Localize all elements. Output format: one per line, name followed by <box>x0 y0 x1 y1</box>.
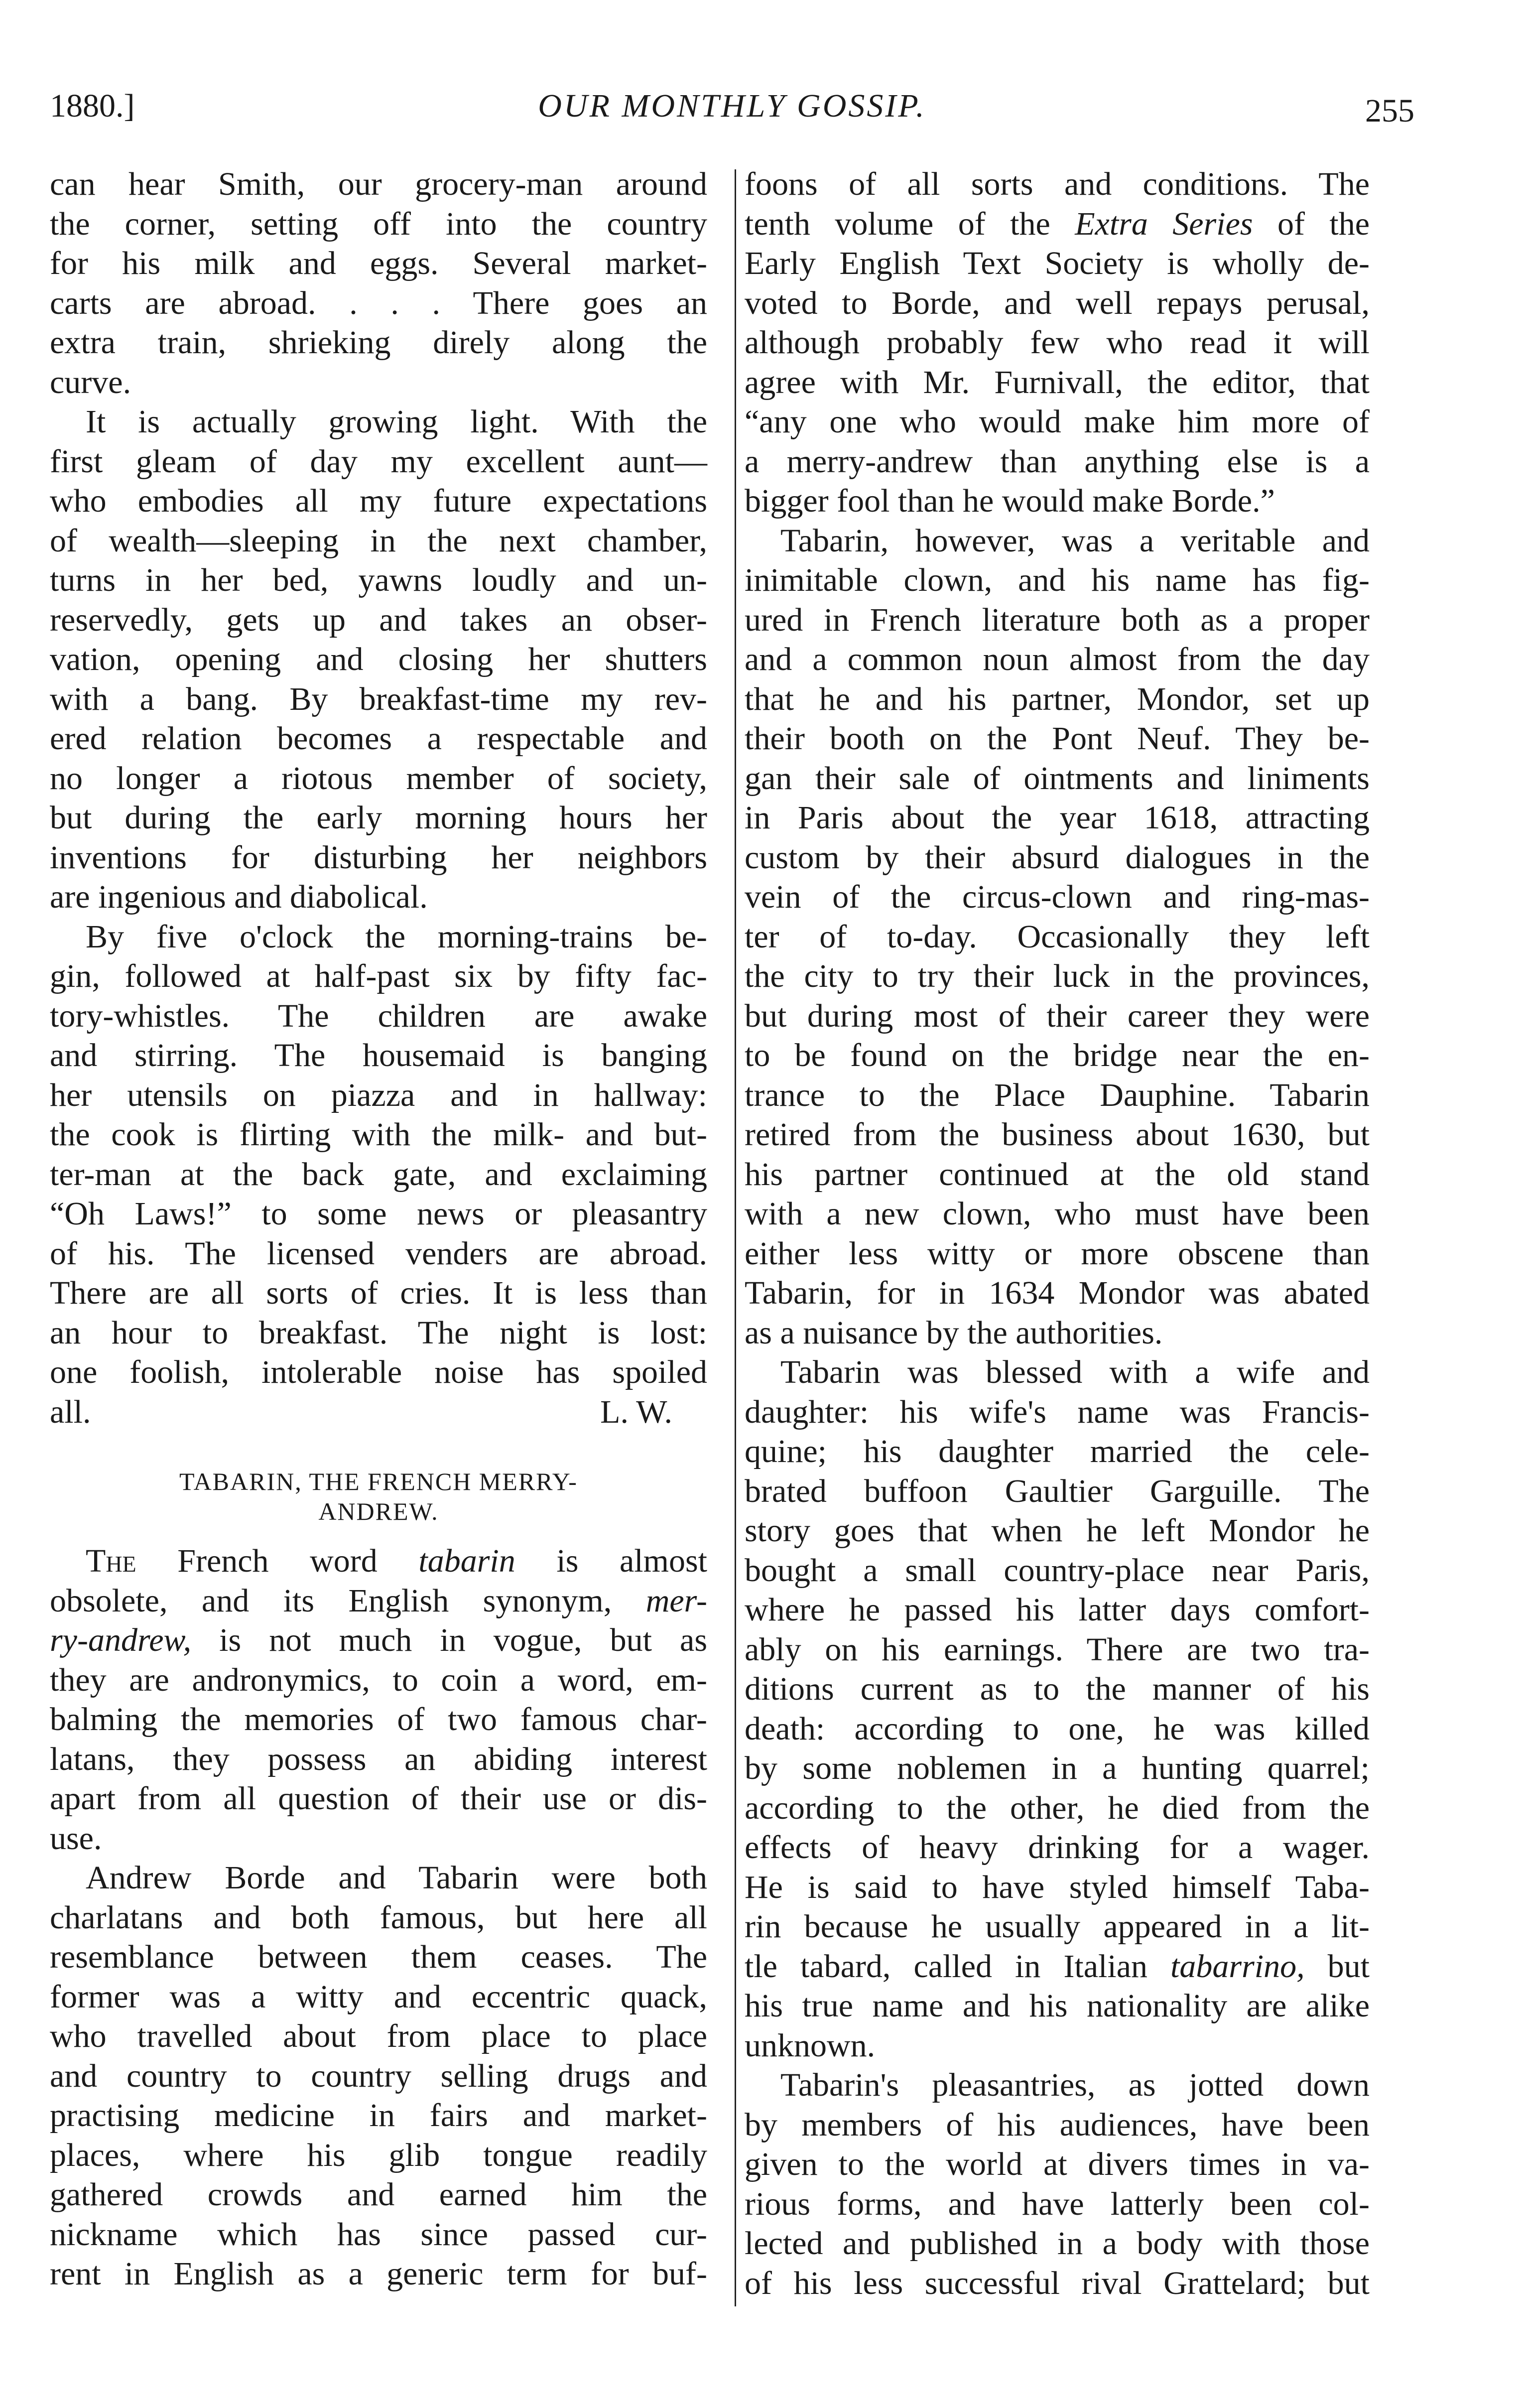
text-span: is almost <box>515 1543 708 1579</box>
paragraph <box>50 402 707 917</box>
text-line: but during the early morning hours her <box>50 800 707 836</box>
italic-word: tabarrino, <box>1170 1948 1305 1985</box>
text-line: nickname which has since passed cur- <box>50 2216 707 2253</box>
text-line: latans, they possess an abiding interest <box>50 1740 707 1777</box>
text-line: agree with Mr. Furnivall, the editor, that <box>745 364 1370 401</box>
italic-word: ry-andrew, <box>50 1622 192 1658</box>
text-line: can hear Smith, our grocery-man around <box>50 166 707 202</box>
text-line: voted to Borde, and well repays perusal, <box>745 284 1370 321</box>
text-line: trance to the Place Dauphine. Tabarin <box>745 1076 1370 1113</box>
text-line: the city to try their luck in the provinces, <box>745 958 1370 994</box>
text-line: by some noblemen in a hunting quarrel; <box>745 1750 1370 1786</box>
text-line: her utensils on piazza and in hallway: <box>50 1076 707 1113</box>
small-caps-word: The <box>86 1543 136 1579</box>
text-line: according to the other, he died from the <box>745 1789 1370 1826</box>
text-line: his true name and his nationality are alike <box>745 1988 1370 2024</box>
text-line: a merry-andrew than anything else is a <box>745 443 1370 480</box>
text-line: Tabarin's pleasantries, as jotted down <box>780 2067 1370 2103</box>
text-line: Early English Text Society is wholly de- <box>745 245 1370 281</box>
text-line: bigger fool than he would make Borde.” <box>745 483 1275 519</box>
text-line: ured in French literature both as a proper <box>745 601 1370 638</box>
text-line <box>745 1947 1370 1987</box>
paragraph <box>50 164 707 402</box>
text-line: rious forms, and have latterly been col- <box>745 2185 1370 2222</box>
text-line: reservedly, gets up and takes an obser- <box>50 601 707 638</box>
text-line: story goes that when he left Mondor he <box>745 1512 1370 1549</box>
text-line <box>50 1541 707 1581</box>
text-line: vein of the circus-clown and ring-mas- <box>745 879 1370 915</box>
text-span: French word <box>136 1543 419 1579</box>
text-line: the cook is flirting with the milk- and but- <box>50 1116 707 1153</box>
right-column <box>745 164 1370 2303</box>
paragraph <box>50 1858 707 2294</box>
text-line: curve. <box>50 364 131 401</box>
section-heading <box>50 1432 707 1541</box>
header-year: 1880.] <box>50 88 135 124</box>
text-line: turns in her bed, yawns loudly and un- <box>50 562 707 598</box>
text-line: of his less successful rival Grattelard; but <box>745 2265 1370 2301</box>
text-line: effects of heavy drinking for a wager. <box>745 1829 1370 1866</box>
text-line: There are all sorts of cries. It is less than <box>50 1275 707 1311</box>
signature: L. W. <box>600 1393 672 1430</box>
page-number: 255 <box>1365 93 1414 129</box>
paragraph <box>50 1541 707 1858</box>
text-line: the corner, setting off into the country <box>50 205 707 242</box>
text-line: and country to country selling drugs and <box>50 2057 707 2094</box>
text-span: but <box>1304 1948 1370 1985</box>
text-line: He is said to have styled himself Taba- <box>745 1869 1370 1905</box>
text-line: lected and published in a body with those <box>745 2225 1370 2262</box>
section-heading-line: ANDREW. <box>318 1497 439 1525</box>
text-line: no longer a riotous member of society, <box>50 760 707 797</box>
text-line: rin because he usually appeared in a lit- <box>745 1908 1370 1945</box>
text-line: who travelled about from place to place <box>50 2018 707 2054</box>
text-span: is not much in vogue, but as <box>191 1622 707 1658</box>
text-line: rent in English as a generic term for buf- <box>50 2256 707 2292</box>
text-line: balming the memories of two famous char- <box>50 1701 707 1738</box>
text-span: tenth volume of the <box>745 205 1075 242</box>
section-heading-line: TABARIN, THE FRENCH MERRY- <box>179 1468 578 1495</box>
text-line: “any one who would make him more of <box>745 403 1370 440</box>
header-title: OUR MONTHLY GOSSIP. <box>538 88 926 124</box>
text-line: given to the world at divers times in va- <box>745 2146 1370 2182</box>
text-line: daughter: his wife's name was Francis- <box>745 1393 1370 1430</box>
column-divider <box>735 169 736 2306</box>
paragraph <box>745 1352 1370 2065</box>
text-line: use. <box>50 1820 102 1857</box>
text-line: gin, followed at half-past six by fifty fac- <box>50 958 707 994</box>
text-line: and stirring. The housemaid is banging <box>50 1037 707 1073</box>
text-line: ditions current as to the manner of his <box>745 1671 1370 1707</box>
text-line: first gleam of day my excellent aunt— <box>50 443 707 480</box>
text-line: in Paris about the year 1618, attracting <box>745 800 1370 836</box>
text-line: where he passed his latter days comfort- <box>745 1592 1370 1628</box>
text-line <box>50 1581 707 1621</box>
text-line: resemblance between them ceases. The <box>50 1939 707 1975</box>
text-line: “Oh Laws!” to some news or pleasantry <box>50 1196 707 1232</box>
text-line: Tabarin was blessed with a wife and <box>780 1354 1370 1390</box>
text-line: that he and his partner, Mondor, set up <box>745 680 1370 717</box>
paragraph <box>745 164 1370 521</box>
text-line: are ingenious and diabolical. <box>50 879 428 915</box>
text-line: with a new clown, who must have been <box>745 1196 1370 1232</box>
text-line: practising medicine in fairs and market- <box>50 2097 707 2134</box>
text-line: although probably few who read it will <box>745 324 1370 361</box>
text-line: extra train, shrieking direly along the <box>50 324 707 361</box>
running-header <box>50 87 1414 132</box>
text-line: inimitable clown, and his name has fig- <box>745 562 1370 598</box>
text-line: with a bang. By breakfast-time my rev- <box>50 680 707 717</box>
text-line: It is actually growing light. With the <box>86 403 707 440</box>
text-line: custom by their absurd dialogues in the <box>745 839 1370 876</box>
text-line: gan their sale of ointments and liniments <box>745 760 1370 797</box>
text-line: tory-whistles. The children are awake <box>50 997 707 1034</box>
text-line: gathered crowds and earned him the <box>50 2176 707 2213</box>
text-line: Andrew Borde and Tabarin were both <box>86 1860 707 1896</box>
paragraph <box>50 917 707 1392</box>
text-line: quine; his daughter married the cele- <box>745 1433 1370 1470</box>
text-span: of the <box>1253 205 1370 242</box>
text-line: their booth on the Pont Neuf. They be- <box>745 720 1370 757</box>
text-line: one foolish, intolerable noise has spoiled <box>50 1354 707 1390</box>
text-line: and a common noun almost from the day <box>745 641 1370 677</box>
text-line: ter-man at the back gate, and exclaiming <box>50 1156 707 1193</box>
text-line: places, where his glib tongue readily <box>50 2137 707 2173</box>
text-line: foons of all sorts and conditions. The <box>745 166 1370 202</box>
text-line: charlatans and both famous, but here all <box>50 1899 707 1936</box>
text-line: By five o'clock the morning-trains be- <box>86 918 707 955</box>
text-line: his partner continued at the old stand <box>745 1156 1370 1193</box>
text-line: inventions for disturbing her neighbors <box>50 839 707 876</box>
text-line: vation, opening and closing her shutters <box>50 641 707 677</box>
text-line: retired from the business about 1630, but <box>745 1116 1370 1153</box>
text-line: but during most of their career they were <box>745 997 1370 1034</box>
text-line: Tabarin, however, was a veritable and <box>780 522 1370 559</box>
text-line: for his milk and eggs. Several market- <box>50 245 707 281</box>
paragraph <box>745 521 1370 1353</box>
italic-phrase: Extra Series <box>1075 205 1253 242</box>
text-line: who embodies all my future expectations <box>50 483 707 519</box>
text-line: an hour to breakfast. The night is lost: <box>50 1314 707 1351</box>
text-span: obsolete, and its English synonym, <box>50 1582 646 1619</box>
text-line: death: according to one, he was killed <box>745 1710 1370 1747</box>
text-line: of his. The licensed venders are abroad. <box>50 1235 707 1272</box>
text-line: ered relation becomes a respectable and <box>50 720 707 757</box>
text-line: by members of his audiences, have been <box>745 2106 1370 2143</box>
text-line: Tabarin, for in 1634 Mondor was abated <box>745 1275 1370 1311</box>
text-line: ter of to-day. Occasionally they left <box>745 918 1370 955</box>
text-line: brated buffoon Gaultier Garguille. The <box>745 1472 1370 1509</box>
left-column <box>50 164 707 2294</box>
signature-line <box>50 1392 707 1432</box>
paragraph <box>745 2065 1370 2303</box>
text-line: former was a witty and eccentric quack, <box>50 1978 707 2015</box>
text-line: bought a small country-place near Paris, <box>745 1552 1370 1589</box>
text-line: of wealth—sleeping in the next chamber, <box>50 522 707 559</box>
text-line: ably on his earnings. There are two tra- <box>745 1631 1370 1668</box>
text-line: as a nuisance by the authorities. <box>745 1314 1163 1351</box>
text-line: carts are abroad. . . . There goes an <box>50 284 707 321</box>
closing-word: all. <box>50 1393 91 1430</box>
text-line: unknown. <box>745 2027 876 2064</box>
text-line: to be found on the bridge near the en- <box>745 1037 1370 1073</box>
italic-word: mer- <box>645 1582 707 1619</box>
text-line <box>50 1620 707 1660</box>
text-span: tle tabard, called in Italian <box>745 1948 1171 1985</box>
text-line: either less witty or more obscene than <box>745 1235 1370 1272</box>
text-line: apart from all question of their use or dis- <box>50 1780 707 1817</box>
text-line <box>745 204 1370 244</box>
italic-word: tabarin <box>418 1543 515 1579</box>
text-line: they are andronymics, to coin a word, em- <box>50 1661 707 1698</box>
